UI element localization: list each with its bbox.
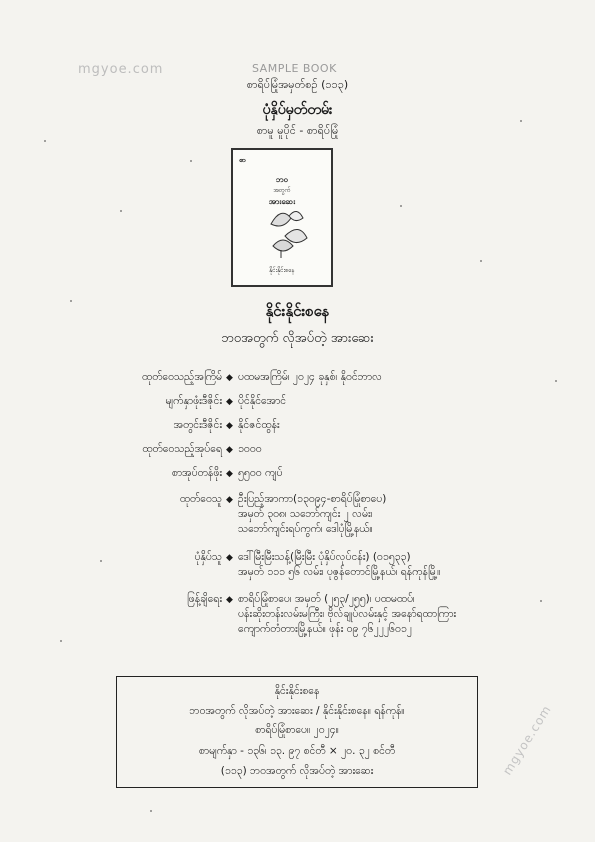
detail-label: ထုတ်ဝေသူ <box>179 493 222 505</box>
cover-title-line3: အားဆေး <box>268 197 296 206</box>
speck <box>480 260 482 262</box>
diamond-bullet-icon: ◆ <box>226 373 233 383</box>
detail-value: ၁၀၀၀ <box>238 443 262 455</box>
detail-label: မျက်နှာဖုံးဒီဇိုင်း <box>165 395 222 407</box>
detail-value: ကျောက်တံတားမြို့နယ်။ ဖုန်း ၀၉ ၇၆၂၂၂၆၀၁၂ <box>238 623 412 635</box>
speck <box>190 160 192 162</box>
detail-label: စာအုပ်တန်ဖိုး <box>171 467 222 479</box>
speck <box>150 810 152 812</box>
detail-value: ၅၅၀၀ ကျပ် <box>238 467 283 479</box>
cover-title-line1: ဘဝ <box>275 175 289 184</box>
detail-label: ထုတ်ဝေသည့်အုပ်ရေ <box>142 443 222 455</box>
diamond-bullet-icon: ◆ <box>226 595 233 605</box>
detail-label: ပုံနှိပ်သူ <box>194 551 222 563</box>
detail-value: အမှတ် ၃၀၈၊ သဘော်ကျင်း ၂ လမ်း၊ <box>238 508 373 520</box>
print-record-heading: ပုံနှိပ်မှတ်တမ်း <box>262 102 333 118</box>
speck <box>100 560 102 562</box>
leaf-illustration-icon <box>233 150 331 285</box>
diamond-bullet-icon: ◆ <box>226 469 233 479</box>
summary-line: စာရိပ်မြုံစာပေ။ ၂၀၂၄။ <box>255 724 339 736</box>
speck <box>120 210 122 212</box>
diamond-bullet-icon: ◆ <box>226 445 233 455</box>
diamond-bullet-icon: ◆ <box>226 421 233 431</box>
summary-line: ဘဝအတွက် လိုအပ်တဲ့ အားဆေး / နိုင်းနိုင်းစနေ။ ရန်ကုန်။ <box>189 705 405 717</box>
cover-thumbnail <box>231 148 333 287</box>
detail-value: ပထမအကြိမ်၊ ၂၀၂၄ ခုနှစ်၊ နိုဝင်ဘာလ <box>238 371 382 383</box>
book-author: နိုင်းနိုင်းစနေ <box>265 302 330 320</box>
speck <box>44 140 46 142</box>
summary-line: စာမျက်နှာ - ၁၃၆၊ ၁၃. ၉၇ စင်တီ × ၂၀. ၃၂ စင်တီ <box>198 745 396 757</box>
detail-value: ပန်းဆိုးတန်းလမ်းမကြီး၊ ဗိုလ်ချုပ်လမ်းနှင့် အနော်ရထာကြား <box>238 608 457 620</box>
cover-publisher-logo: စာ <box>239 156 246 164</box>
book-title: ဘဝအတွက် လိုအပ်တဲ့ အားဆေး <box>221 331 374 346</box>
diamond-bullet-icon: ◆ <box>226 495 233 505</box>
summary-line: နိုင်းနိုင်းစနေ <box>274 685 320 697</box>
catalog-summary-box <box>116 676 478 788</box>
sample-book-watermark: SAMPLE BOOK <box>252 62 337 75</box>
summary-line: (၁၁၃) ဘဝအတွက် လိုအပ်တဲ့ အားဆေး <box>220 765 374 777</box>
diamond-bullet-icon: ◆ <box>226 397 233 407</box>
speck <box>400 205 402 207</box>
detail-value: ဦးပြည့်အာကာ(၁၃၀၉၄-စာရိပ်မြုံစာပေ) <box>238 493 387 505</box>
watermark-site-rotated: mgyoe.com <box>500 702 555 778</box>
watermark-site: mgyoe.com <box>78 62 164 77</box>
detail-label: အတွင်းဒီဇိုင်း <box>173 419 222 431</box>
diamond-bullet-icon: ◆ <box>226 553 233 563</box>
detail-value: သဘော်ကျင်းရပ်ကွက်၊ ဒေါပုံမြို့နယ်။ <box>238 523 373 535</box>
detail-label: ဖြန့်ချိရေး <box>186 593 222 605</box>
cover-title-line2: အတွက် <box>273 187 291 194</box>
cover-author: နိုင်းနိုင်းစနေ <box>269 267 295 274</box>
detail-value: စာရိပ်မြုံစာပေ၊ အမှတ် (၂၅၃/၂၅၅)၊ ပထမထပ်၊ <box>238 593 415 605</box>
detail-value: ပိုင်နိုင်အောင် <box>238 395 287 407</box>
detail-value: ဒေါ်မြီးမြီးသန့်(မြီးမြီး ပုံနှိပ်လုပ်ငန်း) (၀၁၅၃၃) <box>238 551 411 563</box>
copyright-line: စာမူ မူပိုင် - စာရိပ်မြုံ <box>256 124 339 137</box>
series-number: စာရိပ်မြုံအမှတ်စဉ် (၁၁၃) <box>246 78 349 91</box>
detail-value: အမှတ် ၁၁၁ ၅၆ လမ်း၊ ပုဇွန်တောင်မြို့နယ်၊ ရန်ကုန်မြို့။ <box>238 566 441 578</box>
detail-label: ထုတ်ဝေသည့်အကြိမ် <box>142 371 222 383</box>
detail-value: နိုင်ဇင်ထွန်း <box>238 419 280 431</box>
speck <box>60 640 62 642</box>
